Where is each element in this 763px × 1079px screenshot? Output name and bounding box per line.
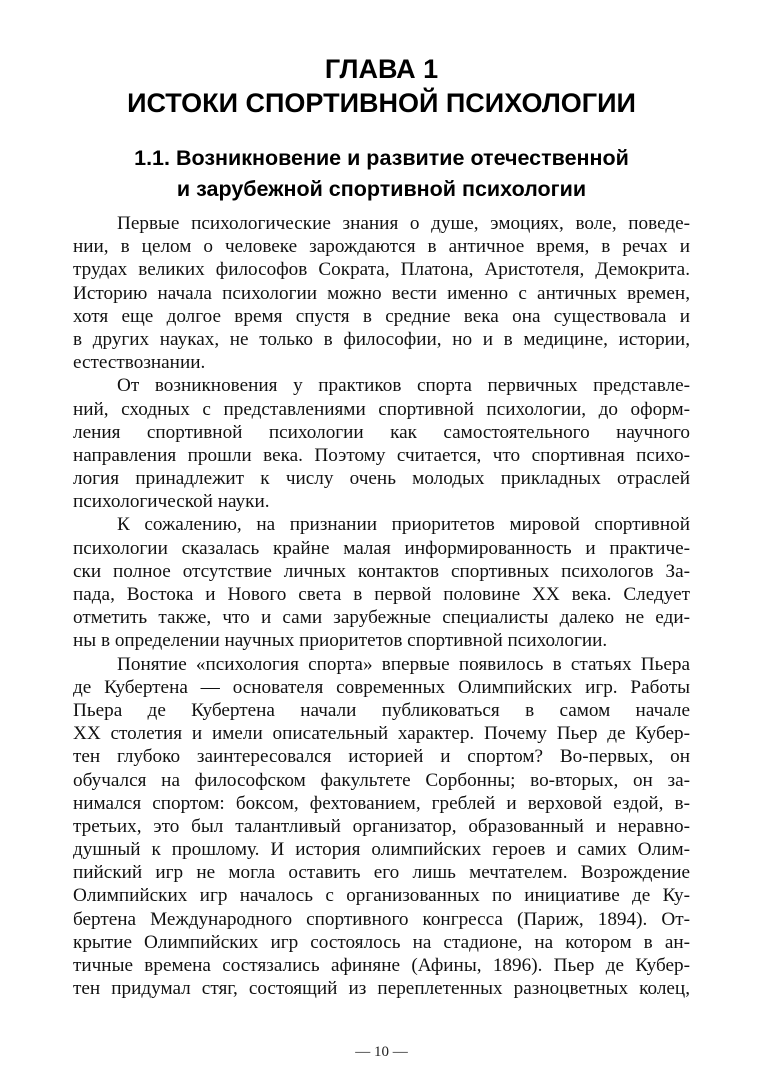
text-line: тен глубоко заинтересовался историей и спортом? Во-первых, он bbox=[73, 746, 690, 768]
text-line: Пьера де Кубертена начали публиковаться в самом начале bbox=[73, 699, 690, 721]
text-line: де Кубертена — основателя современных Олимпийских игр. Работы bbox=[73, 676, 690, 698]
text-line: естествознании. bbox=[73, 352, 206, 374]
chapter-title: ИСТОКИ СПОРТИВНОЙ ПСИХОЛОГИИ bbox=[127, 88, 636, 118]
text-line: бертена Международного спортивного конгресса (Париж, 1894). От- bbox=[73, 908, 690, 930]
text-line: направления прошли века. Поэтому считается, что спортивная психо- bbox=[73, 444, 690, 466]
text-line: К сожалению, на признании приоритетов мировой спортивной bbox=[117, 514, 690, 536]
page-number: — 10 — bbox=[355, 1044, 408, 1060]
text-line: обучался на философском факультете Сорбонны; во-вторых, он за- bbox=[73, 769, 690, 791]
text-line: психологии сказалась крайне малая информированность и практиче- bbox=[73, 537, 690, 559]
text-line: пада, Востока и Нового света в первой половине XX века. Следует bbox=[73, 584, 690, 605]
text-line: отметить также, что и сами зарубежные специалисты далеко не еди- bbox=[73, 607, 690, 629]
text-line: хотя еще долгое время спустя в средние века она существовала и bbox=[73, 305, 690, 327]
text-line: ски полное отсутствие личных контактов спортивных психологов За- bbox=[73, 560, 690, 582]
text-line: Понятие «психология спорта» впервые появилось в статьях Пьера bbox=[117, 653, 690, 675]
text-line: крытие Олимпийских игр состоялось на стадионе, на котором в ан- bbox=[73, 931, 690, 953]
text-line: третьих, это был талантливый организатор, образованный и неравно- bbox=[73, 815, 690, 837]
text-line: пийский игр не могла оставить его лишь мечтателем. Возрождение bbox=[73, 862, 690, 884]
text-line: душный к прошлому. И история олимпийских героев и самих Олим- bbox=[73, 839, 690, 861]
text-line: ны в определении научных приоритетов спортивной психологии. bbox=[73, 630, 608, 652]
text-line: нии, в целом о человеке зарождаются в античное время, в речах и bbox=[73, 236, 690, 258]
text-line: Олимпийских игр началось с организованных по инициативе де Ку- bbox=[73, 885, 690, 907]
text-line: в других науках, не только в философии, но и в медицине, истории, bbox=[73, 328, 690, 350]
text-line: Первые психологические знания о душе, эмоциях, воле, поведе- bbox=[117, 213, 690, 234]
text-line: тичные времена состязались афиняне (Афины, 1896). Пьер де Кубер- bbox=[73, 955, 690, 976]
text-line: ний, сходных с представлениями спортивной психологии, до оформ- bbox=[73, 398, 690, 420]
text-line: нимался спортом: боксом, фехтованием, греблей и верховой ездой, в- bbox=[73, 792, 690, 814]
text-line: ления спортивной психологии как самостоятельного научного bbox=[73, 421, 690, 443]
text-line: логия принадлежит к числу очень молодых прикладных отраслей bbox=[73, 468, 690, 490]
section-heading bbox=[60, 143, 703, 205]
text-line: тен придумал стяг, состоящий из переплетенных разноцветных колец, bbox=[73, 978, 690, 1000]
chapter-label: ГЛАВА 1 bbox=[324, 54, 439, 84]
text-line: психологической науки. bbox=[73, 491, 270, 513]
section-heading-line-2: и зарубежной спортивной психологии bbox=[176, 177, 587, 201]
section-heading-line-1: 1.1. Возникновение и развитие отечественной bbox=[134, 146, 629, 170]
text-line: XX столетия и имели описательный характер. Почему Пьер де Кубер- bbox=[73, 723, 690, 745]
text-line: Историю начала психологии можно вести именно с античных времен, bbox=[73, 282, 690, 304]
text-line: От возникновения у практиков спорта первичных представле- bbox=[117, 375, 690, 397]
body-text bbox=[73, 212, 690, 1000]
text-line: трудах великих философов Сократа, Платона, Аристотеля, Демокрита. bbox=[73, 259, 690, 281]
